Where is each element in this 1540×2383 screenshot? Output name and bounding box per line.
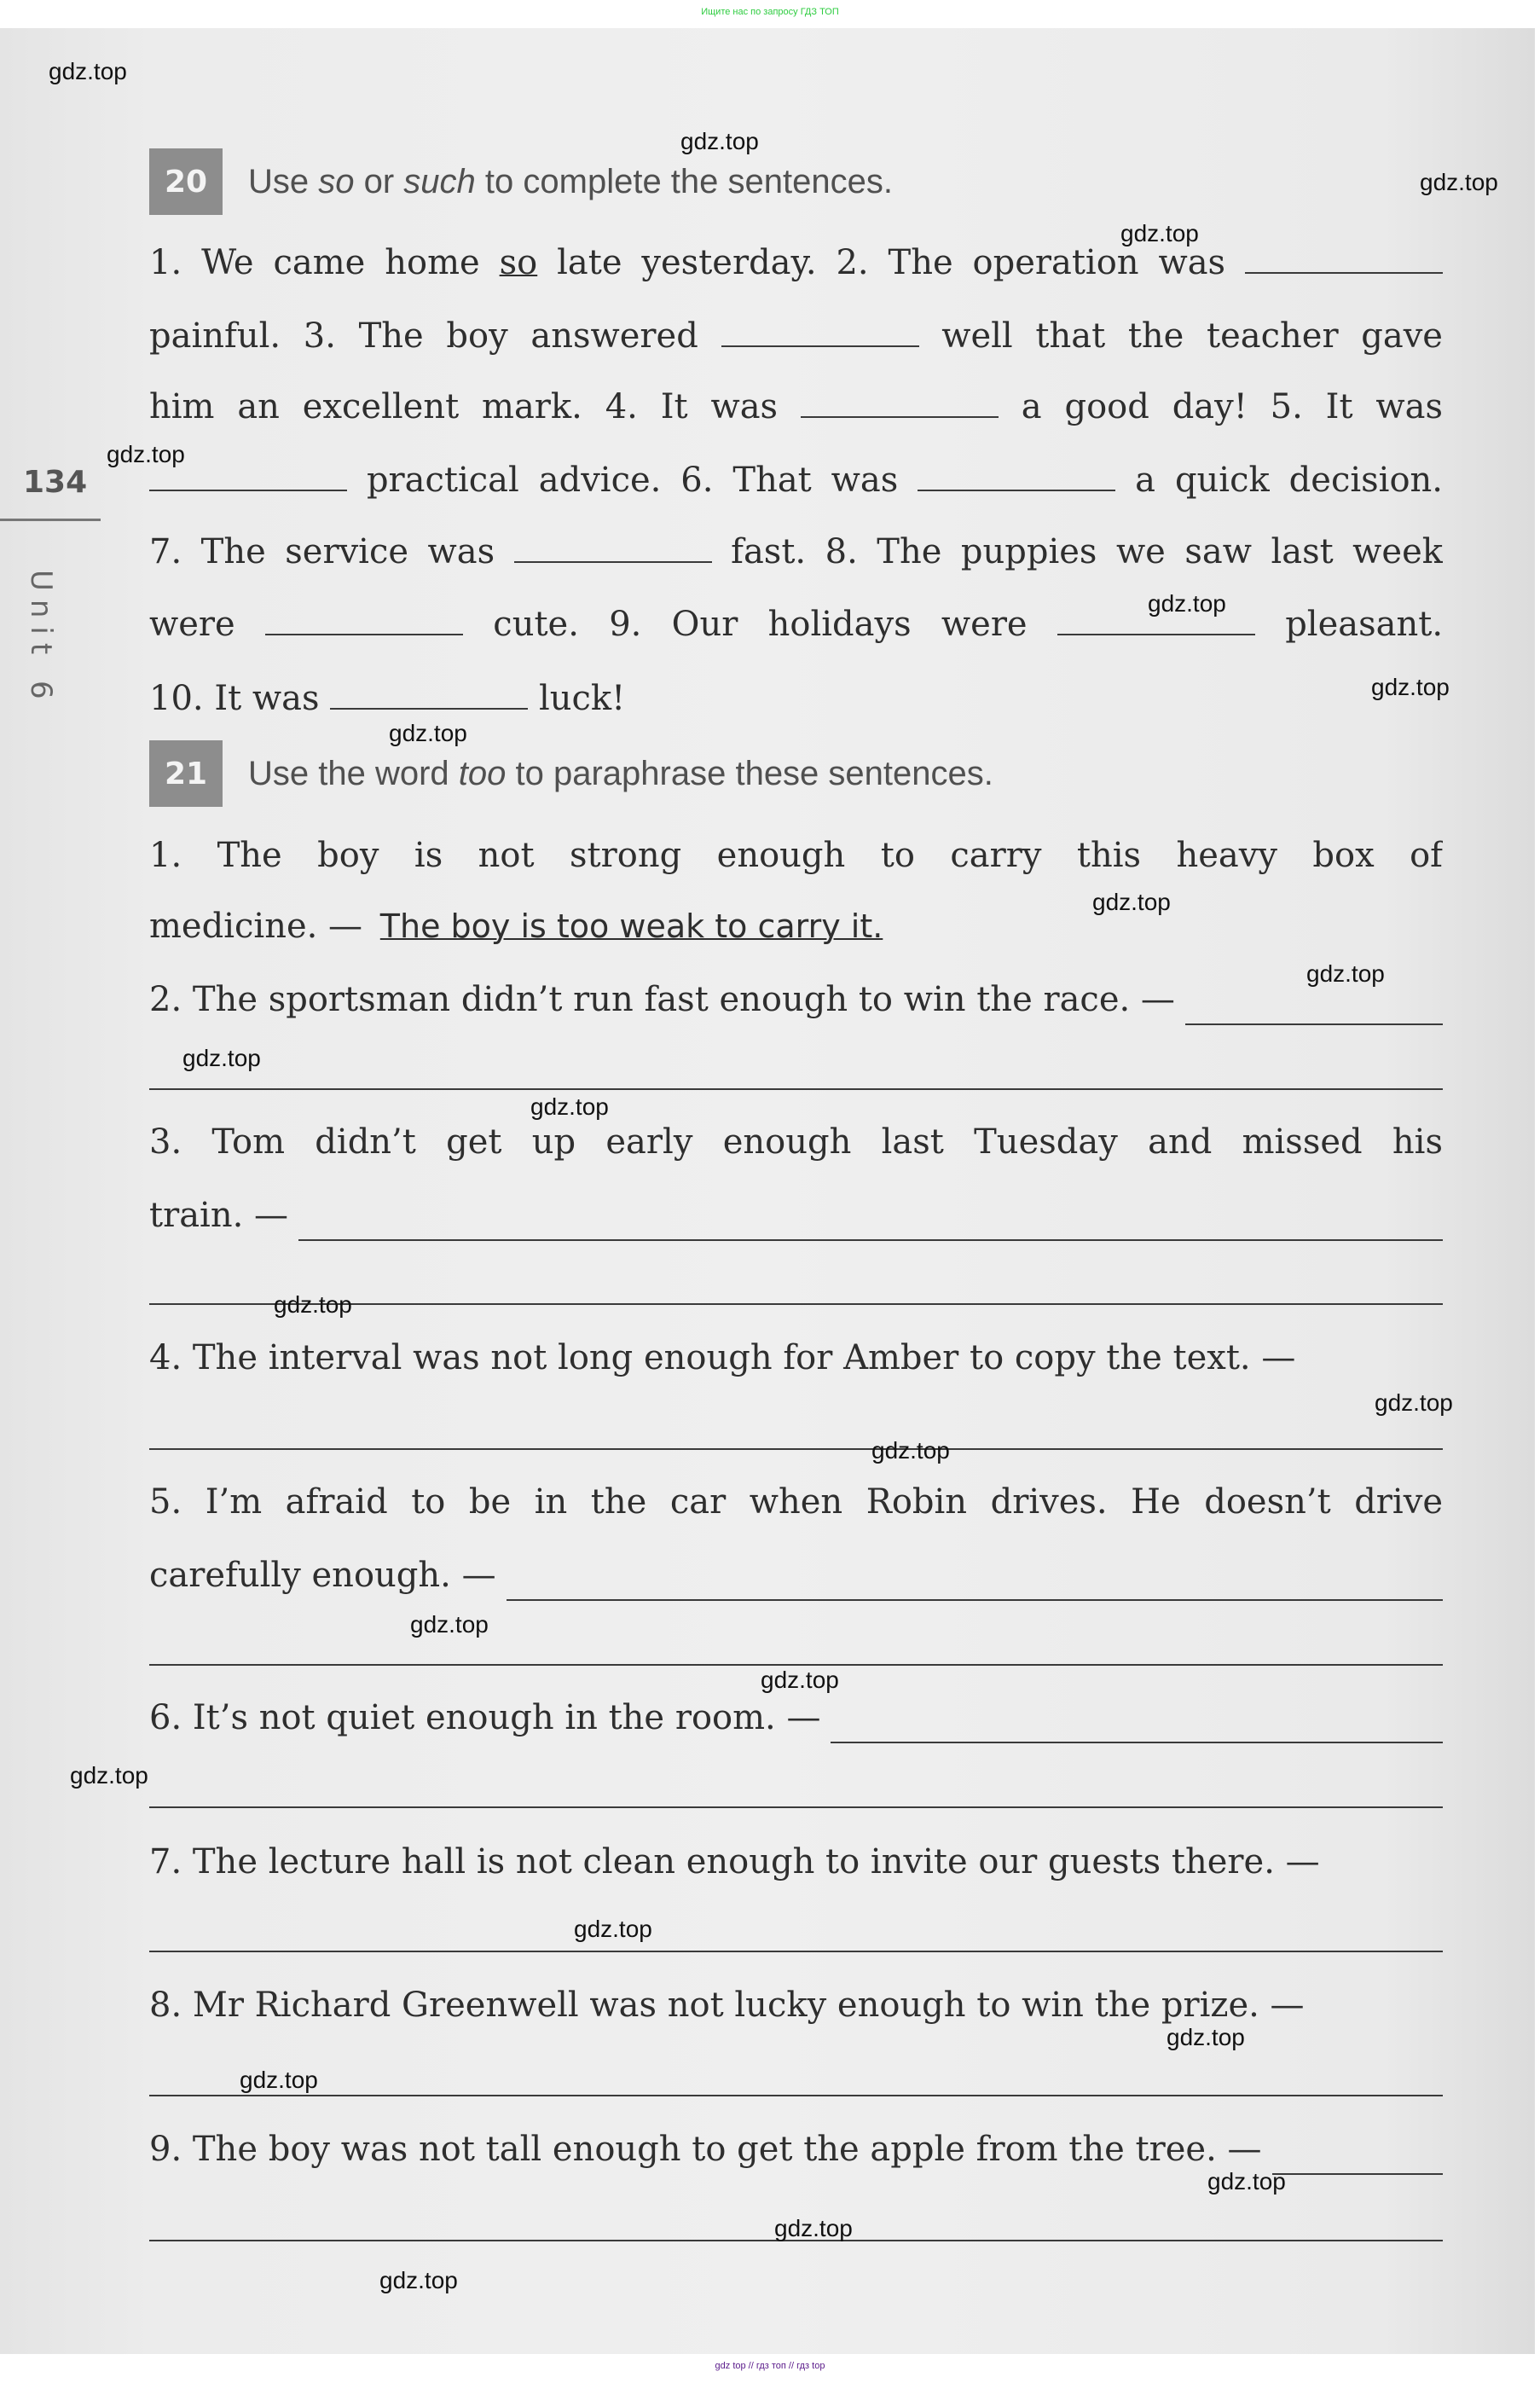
exercise-instruction [248,163,893,201]
instruction-text: Use [248,162,319,200]
answer-blank[interactable] [149,2052,1443,2096]
exercise-line [149,237,1443,288]
exercise-20-header [149,148,893,215]
watermark: gdz.top [379,2267,458,2293]
exercise-line [149,1764,1443,1808]
filled-answer: so [499,243,538,282]
sentence-text: 7. The service was [149,532,514,571]
sentence-text: carefully enough. — [149,1556,496,1595]
answer-blank[interactable] [149,1764,1443,1808]
watermark: gdz.top [1120,220,1199,246]
page-number: 134 [23,465,88,500]
sentence-text: him an excellent mark. 4. It was [149,387,801,426]
exercise-number-badge: 21 [149,740,223,807]
exercise-line [149,526,1443,577]
exercise-line [149,1836,1443,1887]
search-banner: Ищите нас по запросу ГДЗ ТОП [701,7,839,17]
sentence-text: train. — [149,1196,289,1235]
watermark: gdz.top [1375,1389,1453,1416]
watermark: gdz.top [1306,960,1385,987]
instruction-text: to complete the sentences. [475,162,893,200]
exercise-line [149,1406,1443,1450]
exercise-line [149,2124,1443,2175]
watermark: gdz.top [1420,169,1498,195]
example-answer: The boy is too weak to carry it. [379,907,883,945]
exercise-line [149,1476,1443,1528]
exercise-line [149,1908,1443,1952]
answer-blank[interactable] [298,1210,1443,1241]
exercise-line [149,974,1443,1025]
exercise-line [149,310,1443,362]
watermark: gdz.top [274,1291,352,1318]
sentence-text: 5. I’m afraid to be in the car when Robin drives. He doesn’t drive [149,1482,1443,1522]
watermark: gdz.top [240,2067,318,2093]
instruction-text: so [318,162,355,200]
exercise-instruction [248,755,993,793]
exercise-line [149,1190,1443,1241]
sentence-text: 9. The boy was not tall enough to get the apple from the tree. — [149,2130,1262,2169]
sentence-text: 6. It’s not quiet enough in the room. — [149,1698,821,1737]
answer-blank[interactable] [831,1713,1443,1743]
answer-blank[interactable] [149,1908,1443,1952]
sentence-text: medicine. — [149,907,373,946]
watermark: gdz.top [1148,590,1226,617]
sentence-text: 4. The interval was not long enough for Amber to copy the text. — [149,1338,1296,1377]
exercise-line [149,830,1443,881]
footer-banner: gdz top // гдз топ // гдз top [715,2361,825,2371]
answer-blank[interactable] [801,387,999,418]
watermark: gdz.top [761,1667,839,1693]
answer-blank[interactable] [1272,2144,1444,2175]
sentence-text: practical advice. 6. That was [366,461,918,500]
sentence-text: 10. It was [149,679,331,718]
instruction-text: to paraphrase these sentences. [506,754,993,792]
answer-blank[interactable] [507,1570,1443,1601]
watermark: gdz.top [1092,889,1171,915]
exercise-line [149,1046,1443,1090]
exercise-line [149,1550,1443,1601]
watermark: gdz.top [871,1437,950,1464]
sentence-text: a quick decision. [1135,461,1443,500]
watermark: gdz.top [70,1762,148,1789]
unit-label: Unit 6 [24,570,58,708]
answer-blank[interactable] [149,1621,1443,1666]
watermark: gdz.top [107,441,185,467]
exercise-line [149,2052,1443,2096]
exercise-line [149,1621,1443,1666]
answer-blank[interactable] [514,532,712,563]
exercise-line [149,673,1443,724]
exercise-line [149,1980,1443,2031]
instruction-text: or [354,162,404,200]
answer-blank[interactable] [149,1406,1443,1450]
instruction-text: too [458,754,507,792]
exercise-21-header [149,740,993,807]
sentence-text: late yesterday. 2. The operation was [557,243,1245,282]
sentence-text: painful. 3. The boy answered [149,316,721,356]
instruction-text: such [403,162,476,200]
watermark: gdz.top [1167,2024,1245,2050]
answer-blank[interactable] [149,1046,1443,1090]
answer-blank[interactable] [721,316,919,347]
sentence-text: were [149,605,265,644]
watermark: gdz.top [1207,2168,1286,2195]
exercise-line [149,901,1443,952]
sentence-text: well that the teacher gave [941,316,1443,356]
watermark: gdz.top [410,1611,489,1638]
sentence-text: a good day! 5. It was [1021,387,1443,426]
exercise-line [149,1116,1443,1168]
instruction-text: Use the word [248,754,459,792]
watermark: gdz.top [1371,674,1450,700]
answer-blank[interactable] [1245,243,1443,274]
exercise-line [149,455,1443,506]
exercise-line [149,599,1443,650]
watermark: gdz.top [530,1093,609,1120]
answer-blank[interactable] [330,679,528,710]
sentence-text: 3. Tom didn’t get up early enough last Tuesday and missed his [149,1122,1443,1162]
sentence-text: 2. The sportsman didn’t run fast enough to win the race. — [149,980,1175,1019]
sentence-text: 1. The boy is not strong enough to carry this heavy box of [149,836,1443,875]
sentence-text: pleasant. [1285,605,1443,644]
sentence-text: cute. 9. Our holidays were [493,605,1057,644]
watermark: gdz.top [389,720,467,746]
exercise-line [149,381,1443,432]
watermark: gdz.top [182,1045,261,1071]
watermark: gdz.top [49,58,127,84]
watermark: gdz.top [574,1916,652,1942]
sentence-text: 8. Mr Richard Greenwell was not lucky enough to win the prize. — [149,1986,1305,2025]
sentence-text: luck! [528,679,626,718]
answer-blank[interactable] [265,605,463,635]
sentence-text: fast. 8. The puppies we saw last week [731,532,1443,571]
answer-blank[interactable] [918,461,1115,491]
sentence-text: 7. The lecture hall is not clean enough to invite our guests there. — [149,1842,1320,1881]
exercise-number-badge: 20 [149,148,223,215]
watermark: gdz.top [680,128,759,154]
sentence-text: 1. We came home [149,243,500,282]
watermark: gdz.top [774,2215,853,2241]
page-number-divider [0,519,101,521]
exercise-line [149,1692,1443,1743]
exercise-line [149,1332,1443,1383]
answer-blank[interactable] [1185,994,1443,1025]
